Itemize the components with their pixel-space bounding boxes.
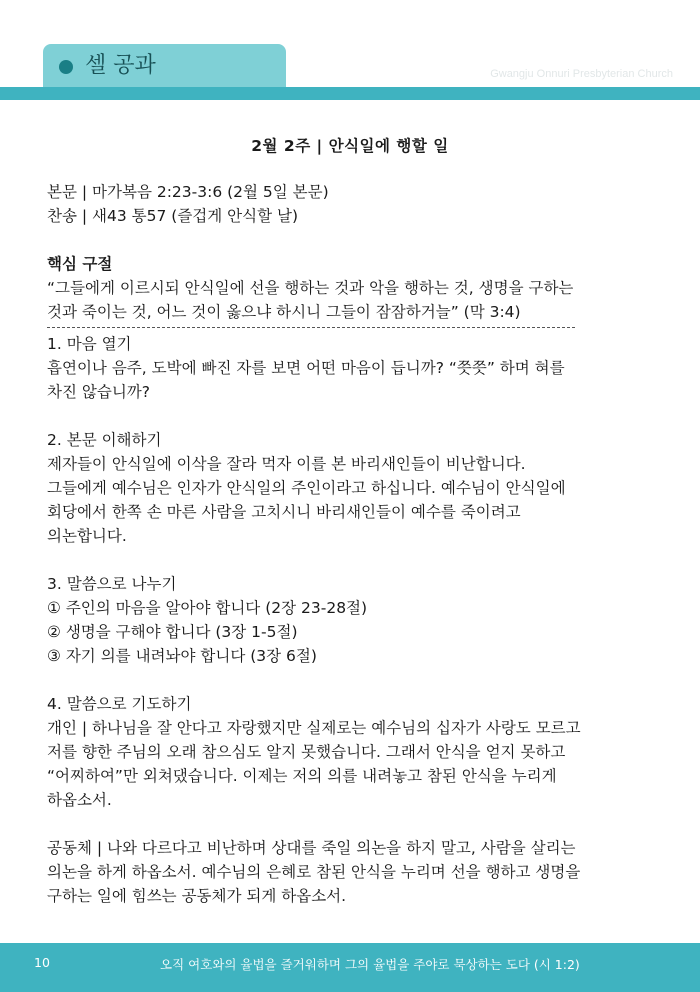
dashed-divider [47, 327, 575, 328]
section3-heading: 3. 말씀으로 나누기 [47, 575, 177, 593]
lesson-title: 2월 2주 | 안식일에 행할 일 [251, 137, 449, 155]
header-band [0, 87, 700, 100]
key-verse-heading: 핵심 구절 [47, 255, 113, 273]
community-prayer-line: 의논을 하게 하옵소서. 예수님의 은혜로 참된 안식을 누리며 선을 행하고 생명을 [47, 863, 581, 881]
lesson-content [47, 180, 667, 908]
section2-line: 제자들이 안식일에 이삭을 잘라 먹자 이를 본 바리새인들이 비난합니다. [47, 455, 526, 473]
section2-line: 의논합니다. [47, 527, 127, 545]
personal-prayer-line: 하옵소서. [47, 791, 112, 809]
footer-band [0, 943, 700, 992]
section-title: 셀 공과 [85, 53, 156, 78]
community-prayer-line: 구하는 일에 힘쓰는 공동체가 되게 하옵소서. [47, 887, 347, 905]
bullet-dot-icon [59, 60, 73, 74]
section1-line: 흡연이나 음주, 도박에 빠진 자를 보면 어떤 마음이 듭니까? “쯧쯧” 하며 혀를 [47, 359, 565, 377]
section2-line: 그들에게 예수님은 인자가 안식일의 주인이라고 하십니다. 예수님이 안식일에 [47, 479, 566, 497]
section3-item: ③ 자기 의를 내려놔야 합니다 (3장 6절) [47, 647, 317, 665]
key-verse-line: 것과 죽이는 것, 어느 것이 옳으냐 하시니 그들이 잠잠하거늘” (막 3:4) [47, 303, 521, 321]
personal-prayer-line: “어찌하여”만 외쳐댔습니다. 이제는 저의 의를 내려놓고 참된 안식을 누리게 [47, 767, 557, 785]
footer-verse: 오직 여호와의 율법을 즐거워하며 그의 율법을 주야로 묵상하는 도다 (시 1:2) [160, 957, 580, 972]
page-number: 10 [34, 955, 50, 970]
section3-item: ② 생명을 구해야 합니다 (3장 1-5절) [47, 623, 298, 641]
hymn-line: 찬송 | 새43 통57 (즐겁게 안식할 날) [47, 207, 299, 225]
scripture-line: 본문 | 마가복음 2:23-3:6 (2월 5일 본문) [47, 183, 329, 201]
key-verse-line: “그들에게 이르시되 안식일에 선을 행하는 것과 악을 행하는 것, 생명을 구하는 [47, 279, 574, 297]
section2-heading: 2. 본문 이해하기 [47, 431, 162, 449]
section2-line: 회당에서 한쪽 손 마른 사람을 고치시니 바리새인들이 예수를 죽이려고 [47, 503, 521, 521]
community-prayer-line: 공동체 | 나와 다르다고 비난하며 상대를 죽일 의논을 하지 말고, 사람을 살리는 [47, 839, 576, 857]
personal-prayer-line: 저를 향한 주님의 오래 참으심도 알지 못했습니다. 그래서 안식을 얻지 못하고 [47, 743, 566, 761]
section1-line: 차진 않습니까? [47, 383, 150, 401]
section-tab [43, 44, 286, 89]
section3-item: ① 주인의 마음을 알아야 합니다 (2장 23-28절) [47, 599, 368, 617]
church-name: Gwangju Onnuri Presbyterian Church [490, 68, 673, 80]
personal-prayer-line: 개인 | 하나님을 잘 안다고 자랑했지만 실제로는 예수님의 십자가 사랑도 모르고 [47, 719, 581, 737]
section1-heading: 1. 마음 열기 [47, 335, 132, 353]
section4-heading: 4. 말씀으로 기도하기 [47, 695, 192, 713]
